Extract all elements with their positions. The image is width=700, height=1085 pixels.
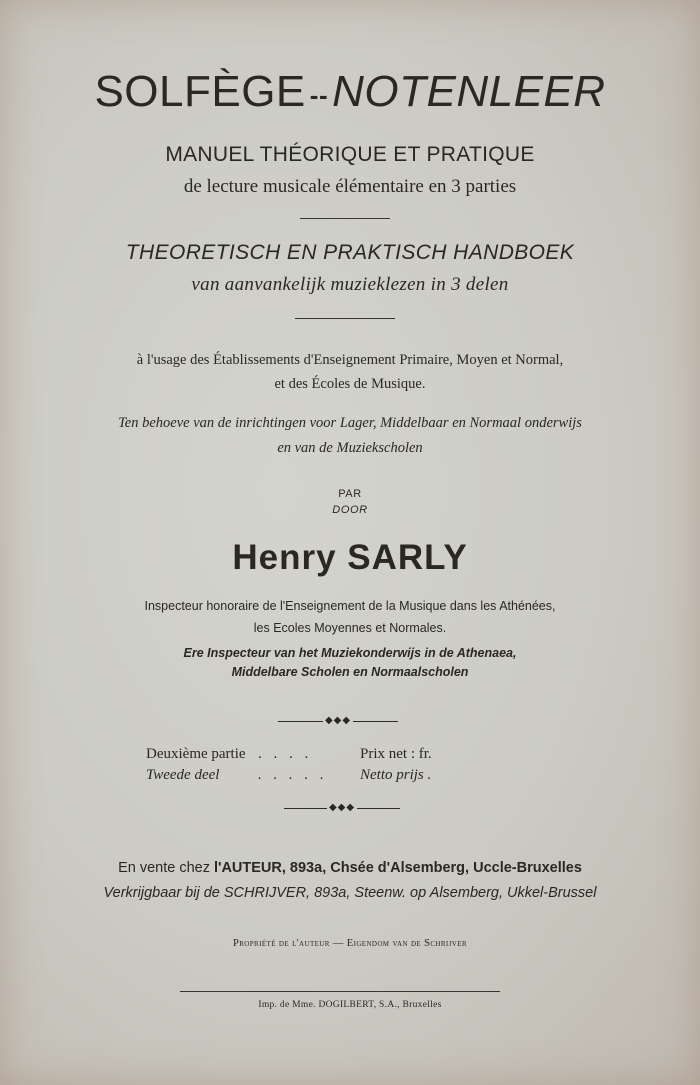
subtitle-french-line1: MANUEL THÉORIQUE ET PRATIQUE (165, 143, 535, 166)
ornament-dots: ◆◆◆ (324, 715, 352, 726)
price-row-dutch (146, 765, 432, 786)
sale-dutch: Verkrijgbaar bij de SCHRIJVER, 893a, Steenw. op Alsemberg, Ukkel-Brussel (103, 885, 597, 901)
title-french: SOLFÈGE (94, 67, 306, 116)
credentials-french-line2: les Ecoles Moyennes et Normales. (253, 621, 447, 635)
usage-french-line1: à l'usage des Établissements d'Enseignement Primaire, Moyen et Normal, (136, 352, 564, 368)
footer-rule (180, 991, 500, 992)
printer-credit: Imp. de Mme. DOGILBERT, S.A., Bruxelles (258, 1000, 442, 1010)
credentials-french-line1: Inspecteur honoraire de l'Enseignement de la Musique dans les Athénées, (144, 599, 556, 613)
price-label: Netto prijs . (360, 767, 432, 783)
subtitle-dutch-line1: THEORETISCH EN PRAKTISCH HANDBOEK (125, 241, 575, 264)
author-name: Henry SARLY (232, 538, 468, 577)
usage-french-line2: et des Écoles de Musique. (274, 376, 426, 392)
ornament-dots: ◆◆◆ (328, 802, 356, 813)
price-row-french (146, 744, 432, 765)
subtitle-french-line2: de lecture musicale élémentaire en 3 parties (183, 176, 517, 197)
title-separator: -- (309, 80, 329, 111)
by-french: PAR (338, 488, 362, 500)
credentials-dutch-line1: Ere Inspecteur van het Muziekonderwijs in de Athenaea, (183, 646, 517, 660)
usage-dutch-line1: Ten behoeve van de inrichtingen voor Lager, Middelbaar en Normaal onderwijs (118, 415, 582, 431)
ornament-divider (278, 714, 398, 728)
sale-french-address: l'AUTEUR, 893a, Chsée d'Alsemberg, Uccle-Bruxelles (213, 860, 582, 876)
price-label: Prix net : fr. (360, 746, 432, 762)
leader-dots: . . . . (258, 746, 313, 762)
divider-rule (295, 318, 395, 319)
part-label: Tweede deel (146, 767, 220, 783)
title-dutch: NOTENLEER (332, 67, 606, 116)
property-notice: Propriété de l'auteur — Eigendom van de Schrijver (233, 938, 467, 949)
subtitle-dutch-line2: van aanvankelijk muzieklezen in 3 delen (191, 274, 509, 295)
part-label: Deuxième partie (146, 746, 246, 762)
leader-dots: . . . . . (258, 767, 328, 783)
ornament-divider (284, 801, 400, 815)
usage-dutch-line2: en van de Muziekscholen (277, 440, 423, 456)
credentials-dutch-line2: Middelbare Scholen en Normaalscholen (231, 665, 469, 679)
cover-title (0, 66, 700, 117)
by-dutch: DOOR (332, 504, 368, 516)
sale-french-prefix: En vente chez (118, 860, 214, 876)
divider-rule (300, 218, 390, 219)
sale-french (0, 860, 700, 876)
price-table (146, 744, 432, 786)
